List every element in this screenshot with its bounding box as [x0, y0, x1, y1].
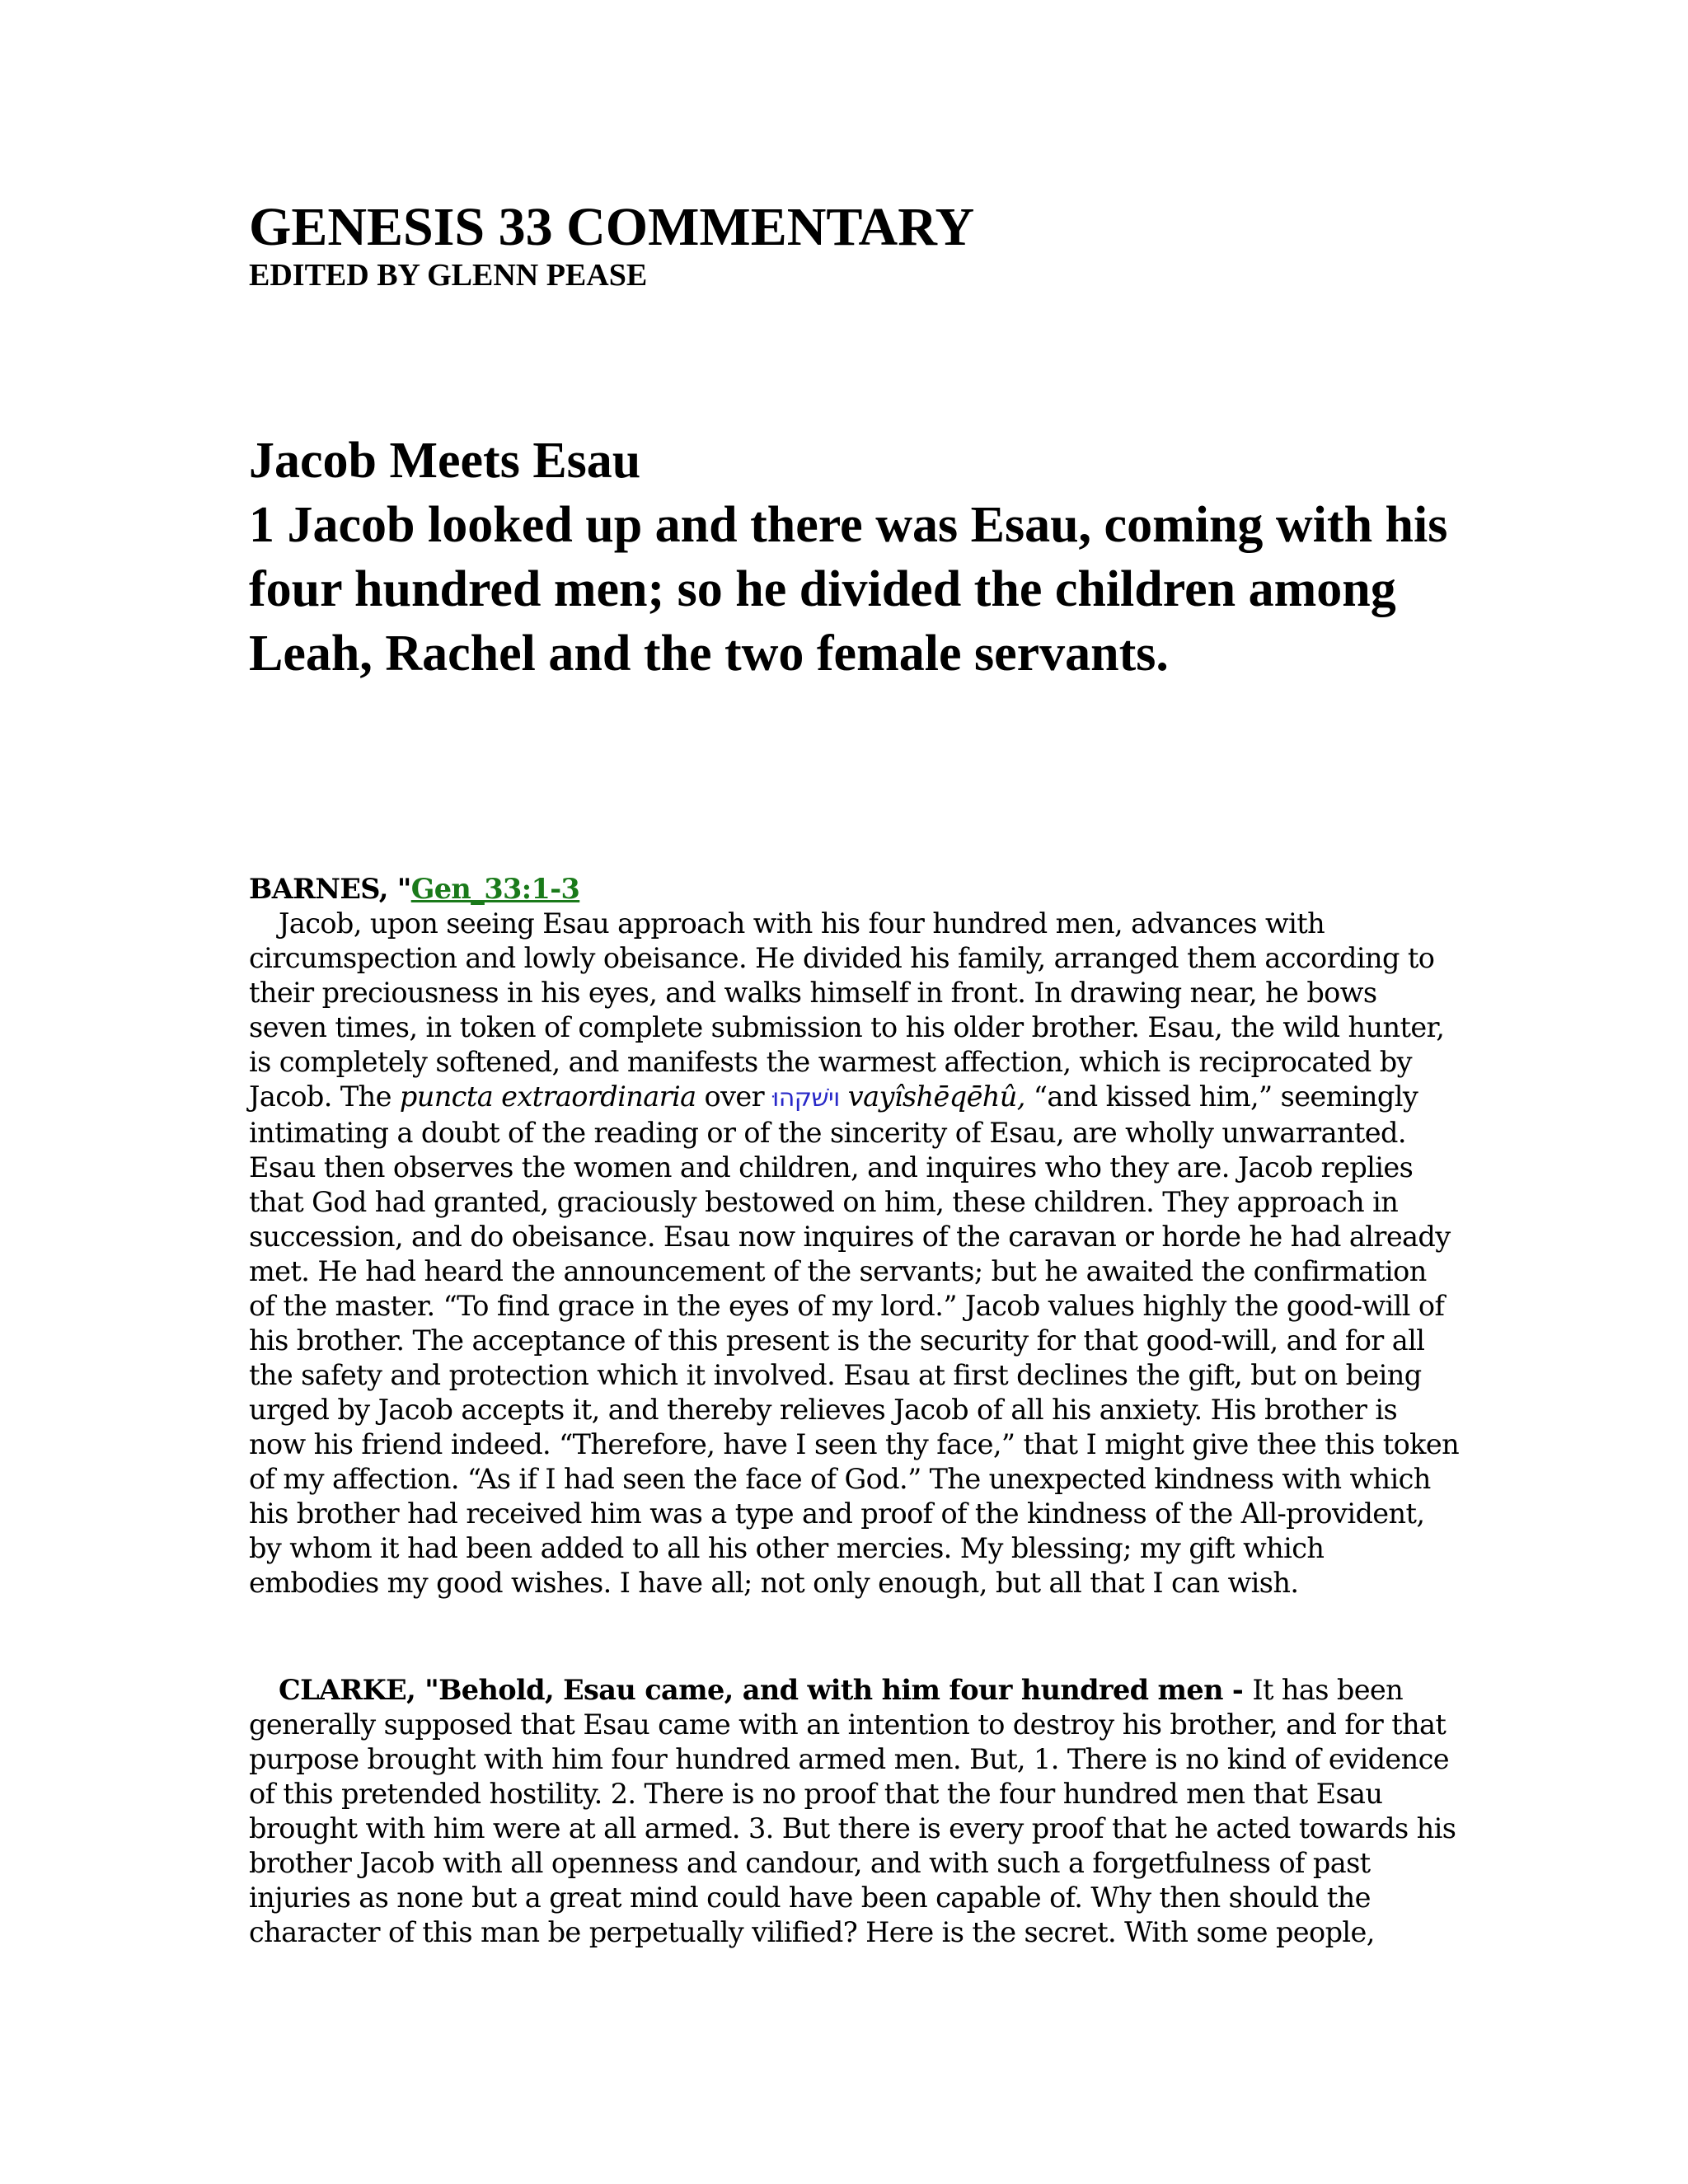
barnes-commentary [249, 872, 1461, 1601]
barnes-header [249, 872, 1461, 907]
section-heading-block [249, 429, 1452, 686]
document-page [249, 197, 1460, 1948]
barnes-text-1: Jacob, upon seeing Esau approach with his four hundred men, advances with circumspection and lowly obeisance. He divided his family, arranged them according to their preciousness in his eyes, and walks himself in front. In drawing near, he bows seven times, in token of complete submission to his older brother. Esau, the wild hunter, is completely softened, and manifests the warmest affection, which is reciprocated by Jacob. The [249, 907, 1445, 1113]
barnes-paragraph [249, 907, 1461, 1601]
transliteration: vayîshēqēhû, [847, 1080, 1025, 1113]
barnes-label: BARNES, " [249, 873, 411, 905]
document-title: GENESIS 33 COMMENTARY [249, 197, 975, 257]
clarke-label: CLARKE, "Behold, Esau came, and with him four hundred men - [279, 1674, 1253, 1706]
document-subtitle: EDITED BY GLENN PEASE [249, 258, 648, 293]
clarke-commentary [249, 1673, 1461, 1950]
hebrew-word: וישׁקהוּ [772, 1084, 840, 1113]
scripture-reference-link[interactable]: Gen_33:1-3 [410, 873, 580, 905]
barnes-text-2: over [696, 1080, 773, 1113]
barnes-italic-term: puncta extraordinaria [399, 1080, 696, 1113]
clarke-paragraph [249, 1673, 1461, 1950]
clarke-text: It has been generally supposed that Esau came with an intention to destroy his brother, and for that purpose brought with him four hundred armed men. But, 1. There is no kind of evidence of this pretended hostility. 2. There is no proof that the four hundred men that Esau brought with him were at all armed. 3. But there is every proof that he acted towards his brother Jacob with all openness and candour, and with such a forgetfulness of past injuries as none but a great mind could have been capable of. Why then should the character of this man be perpetually vilified? Here is the secret. With some people, [249, 1674, 1456, 1948]
section-heading: Jacob Meets Esau [249, 433, 641, 489]
barnes-text-3: “and kissed him,” seemingly intimating a doubt of the reading or of the sincerity of Esau, are wholly unwarranted. Esau then observes the women and children, and inquires who they are. Jacob replies that God had granted, graciously bestowed on him, these children. They approach in succession, and do obeisance. Esau now inquires of the caravan or horde he had already met. He had heard the announcement of the servants; but he awaited the confirmation of the master. “To find grace in the eyes of my lord.” Jacob values highly the good-will of his brother. The acceptance of this present is the security for that good-will, and for all the safety and protection which it involved. Esau at first declines the gift, but on being urged by Jacob accepts it, and thereby relieves Jacob of all his anxiety. His brother is now his friend indeed. “Therefore, have I seen thy face,” that I might give thee this token of my affection. “As if I had seen the face of God.” The unexpected kindness with which his brother had received him was a type and proof of the kindness of the All-provident, by whom it had been added to all his other mercies. My blessing; my gift which embodies my good wishes. I have all; not only enough, but all that I can wish. [249, 1080, 1460, 1599]
verse-text: 1 Jacob looked up and there was Esau, coming with his four hundred men; so he divided the children among Leah, Rachel and the two female servants. [249, 497, 1448, 682]
